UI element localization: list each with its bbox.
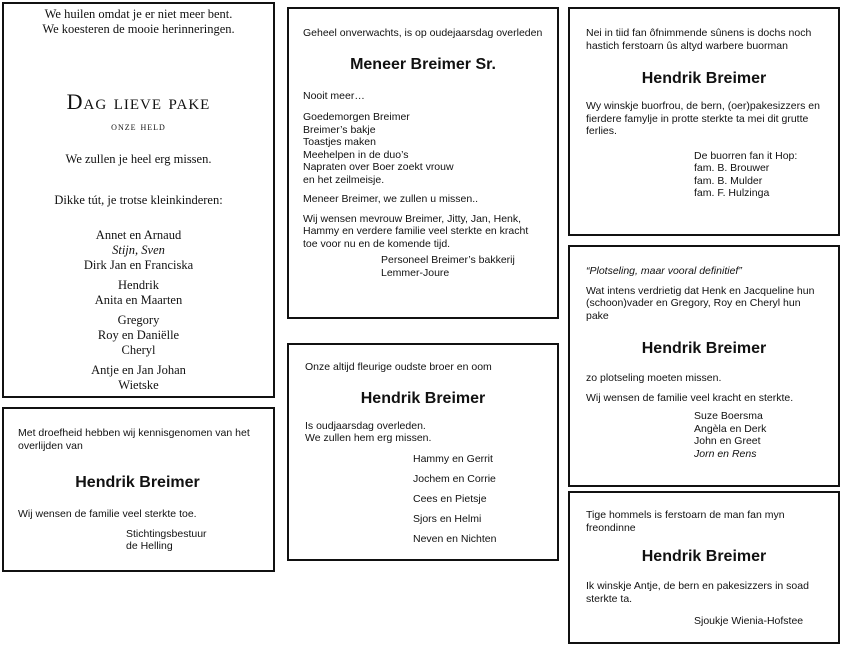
deceased-name: Hendrik Breimer bbox=[641, 340, 767, 357]
miss-text: We zullen je heel erg missen. bbox=[65, 152, 212, 166]
wish-text: Ik winskje Antje, de bern en pakesizzers in soad sterkte ta. bbox=[586, 580, 809, 605]
intro-text: Nei in tiid fan ôfnimmende sûnens is dochs noch hastich ferstoarn ûs altyd warbere buorman bbox=[586, 27, 812, 52]
signature: De buorren fan it Hop: bbox=[694, 149, 798, 162]
signature: Jorn en Rens bbox=[694, 447, 757, 460]
grandkid-name: Gregory bbox=[117, 313, 160, 327]
grandkid-name: Anita en Maarten bbox=[94, 293, 183, 307]
announcement-subtitle: onze held bbox=[111, 119, 166, 133]
signature: Lemmer-Joure bbox=[381, 266, 450, 279]
memory-item: en het zeilmeisje. bbox=[303, 173, 385, 186]
grandkid-name: Roy en Daniëlle bbox=[97, 328, 180, 342]
grandkids-group bbox=[4, 313, 273, 358]
staff-announcement bbox=[287, 7, 559, 319]
siblings-announcement bbox=[287, 343, 559, 561]
miss-text: We zullen hem erg missen. bbox=[305, 432, 432, 444]
signature: fam. B. Brouwer bbox=[694, 162, 770, 174]
intro-line: We huilen omdat je er niet meer bent. bbox=[44, 7, 233, 21]
grandkid-name: Dirk Jan en Franciska bbox=[83, 258, 194, 272]
grandkids-group bbox=[4, 278, 273, 308]
passed-text: Is oudjaarsdag overleden. bbox=[305, 419, 426, 432]
signature: Stichtingsbestuur bbox=[126, 527, 207, 540]
grandkid-name: Wietske bbox=[118, 378, 159, 392]
intro-text: Wat intens verdrietig dat Henk en Jacqueline hun (schoon)vader en Gregory, Roy en Cheryl hun pake bbox=[586, 284, 815, 322]
deceased-name: Hendrik Breimer bbox=[641, 70, 767, 87]
signature: fam. B. Mulder bbox=[694, 174, 763, 187]
deceased-name: Hendrik Breimer bbox=[360, 389, 486, 407]
grandkid-name: Antje en Jan Johan bbox=[91, 363, 186, 377]
grandkid-name: Annet en Arnaud bbox=[95, 228, 182, 242]
memory-item: Meehelpen in de duo’s bbox=[303, 148, 409, 161]
grandkid-name: Cheryl bbox=[121, 343, 156, 357]
miss-text: zo plotseling moeten missen. bbox=[586, 372, 722, 384]
wish-text: Wij wensen de familie veel kracht en sterkte. bbox=[586, 391, 794, 404]
signature: Hammy en Gerrit bbox=[413, 452, 493, 465]
intro-text: Geheel onverwachts, is op oudejaarsdag overleden bbox=[303, 27, 543, 39]
intro-line: We koesteren de mooie herinneringen. bbox=[42, 22, 235, 36]
intro-text: Met droefheid hebben wij kennisgenomen van het overlijden van bbox=[18, 427, 250, 452]
signature: Personeel Breimer’s bakkerij bbox=[381, 254, 515, 266]
signature: Sjoukje Wienia-Hofstee bbox=[694, 615, 804, 627]
wish-text: Wij wensen mevrouw Breimer, Jitty, Jan, Henk, Hammy en verdere familie veel sterkte en kracht toe voor nu en de komende tijd. bbox=[303, 212, 529, 250]
signature-block bbox=[305, 449, 541, 549]
intro-text: Tige hommels is ferstoarn de man fan myn freondinne bbox=[586, 509, 785, 534]
wish-text: Wy winskje buorfrou, de bern, (oer)pakesizzers en fierdere famylje in protte sterkte ta mei dit grutte ferlies. bbox=[586, 100, 820, 137]
memory-item: Toastjes maken bbox=[303, 136, 376, 148]
signature: Suze Boersma bbox=[694, 410, 763, 422]
friends-announcement bbox=[568, 245, 840, 487]
nooit-text: Nooit meer… bbox=[303, 89, 365, 102]
intro-text: Onze altijd fleurige oudste broer en oom bbox=[305, 361, 492, 373]
quote-text: “Plotseling, maar vooral definitief” bbox=[586, 265, 742, 277]
deceased-name: Hendrik Breimer bbox=[75, 474, 200, 491]
deceased-name: Meneer Breimer Sr. bbox=[350, 55, 496, 73]
foundation-announcement bbox=[2, 407, 275, 572]
signature: Cees en Pietsje bbox=[413, 492, 487, 505]
signature: Neven en Nichten bbox=[413, 532, 497, 545]
grandkids-group bbox=[4, 363, 273, 393]
memory-item: Napraten over Boer zoekt vrouw bbox=[303, 161, 454, 173]
signature: Jochem en Corrie bbox=[413, 472, 496, 485]
memories-list bbox=[303, 111, 543, 186]
signature: Angèla en Derk bbox=[694, 422, 767, 435]
signature: de Helling bbox=[126, 540, 173, 552]
memory-item: Goedemorgen Breimer bbox=[303, 111, 410, 123]
signature-block bbox=[586, 150, 822, 200]
signature: Sjors en Helmi bbox=[413, 512, 482, 525]
deceased-name: Hendrik Breimer bbox=[641, 548, 767, 565]
neighbours-announcement bbox=[568, 7, 840, 236]
miss-text: Meneer Breimer, we zullen u missen.. bbox=[303, 193, 479, 205]
family-announcement bbox=[2, 2, 275, 398]
announcement-title: Dag lieve pake bbox=[66, 89, 211, 114]
signature-block bbox=[586, 410, 822, 460]
signature: fam. F. Hulzinga bbox=[694, 187, 770, 199]
grandkid-name: Stijn, Sven bbox=[112, 243, 165, 257]
signature: John en Greet bbox=[694, 435, 761, 447]
friend-announcement bbox=[568, 491, 840, 644]
grandkid-name: Hendrik bbox=[118, 278, 159, 292]
grandkids-group bbox=[4, 228, 273, 273]
grandkids-intro: Dikke tút, je trotse kleinkinderen: bbox=[54, 193, 223, 207]
wish-text: Wij wensen de familie veel sterkte toe. bbox=[18, 508, 197, 520]
memory-item: Breimer’s bakje bbox=[303, 123, 376, 136]
